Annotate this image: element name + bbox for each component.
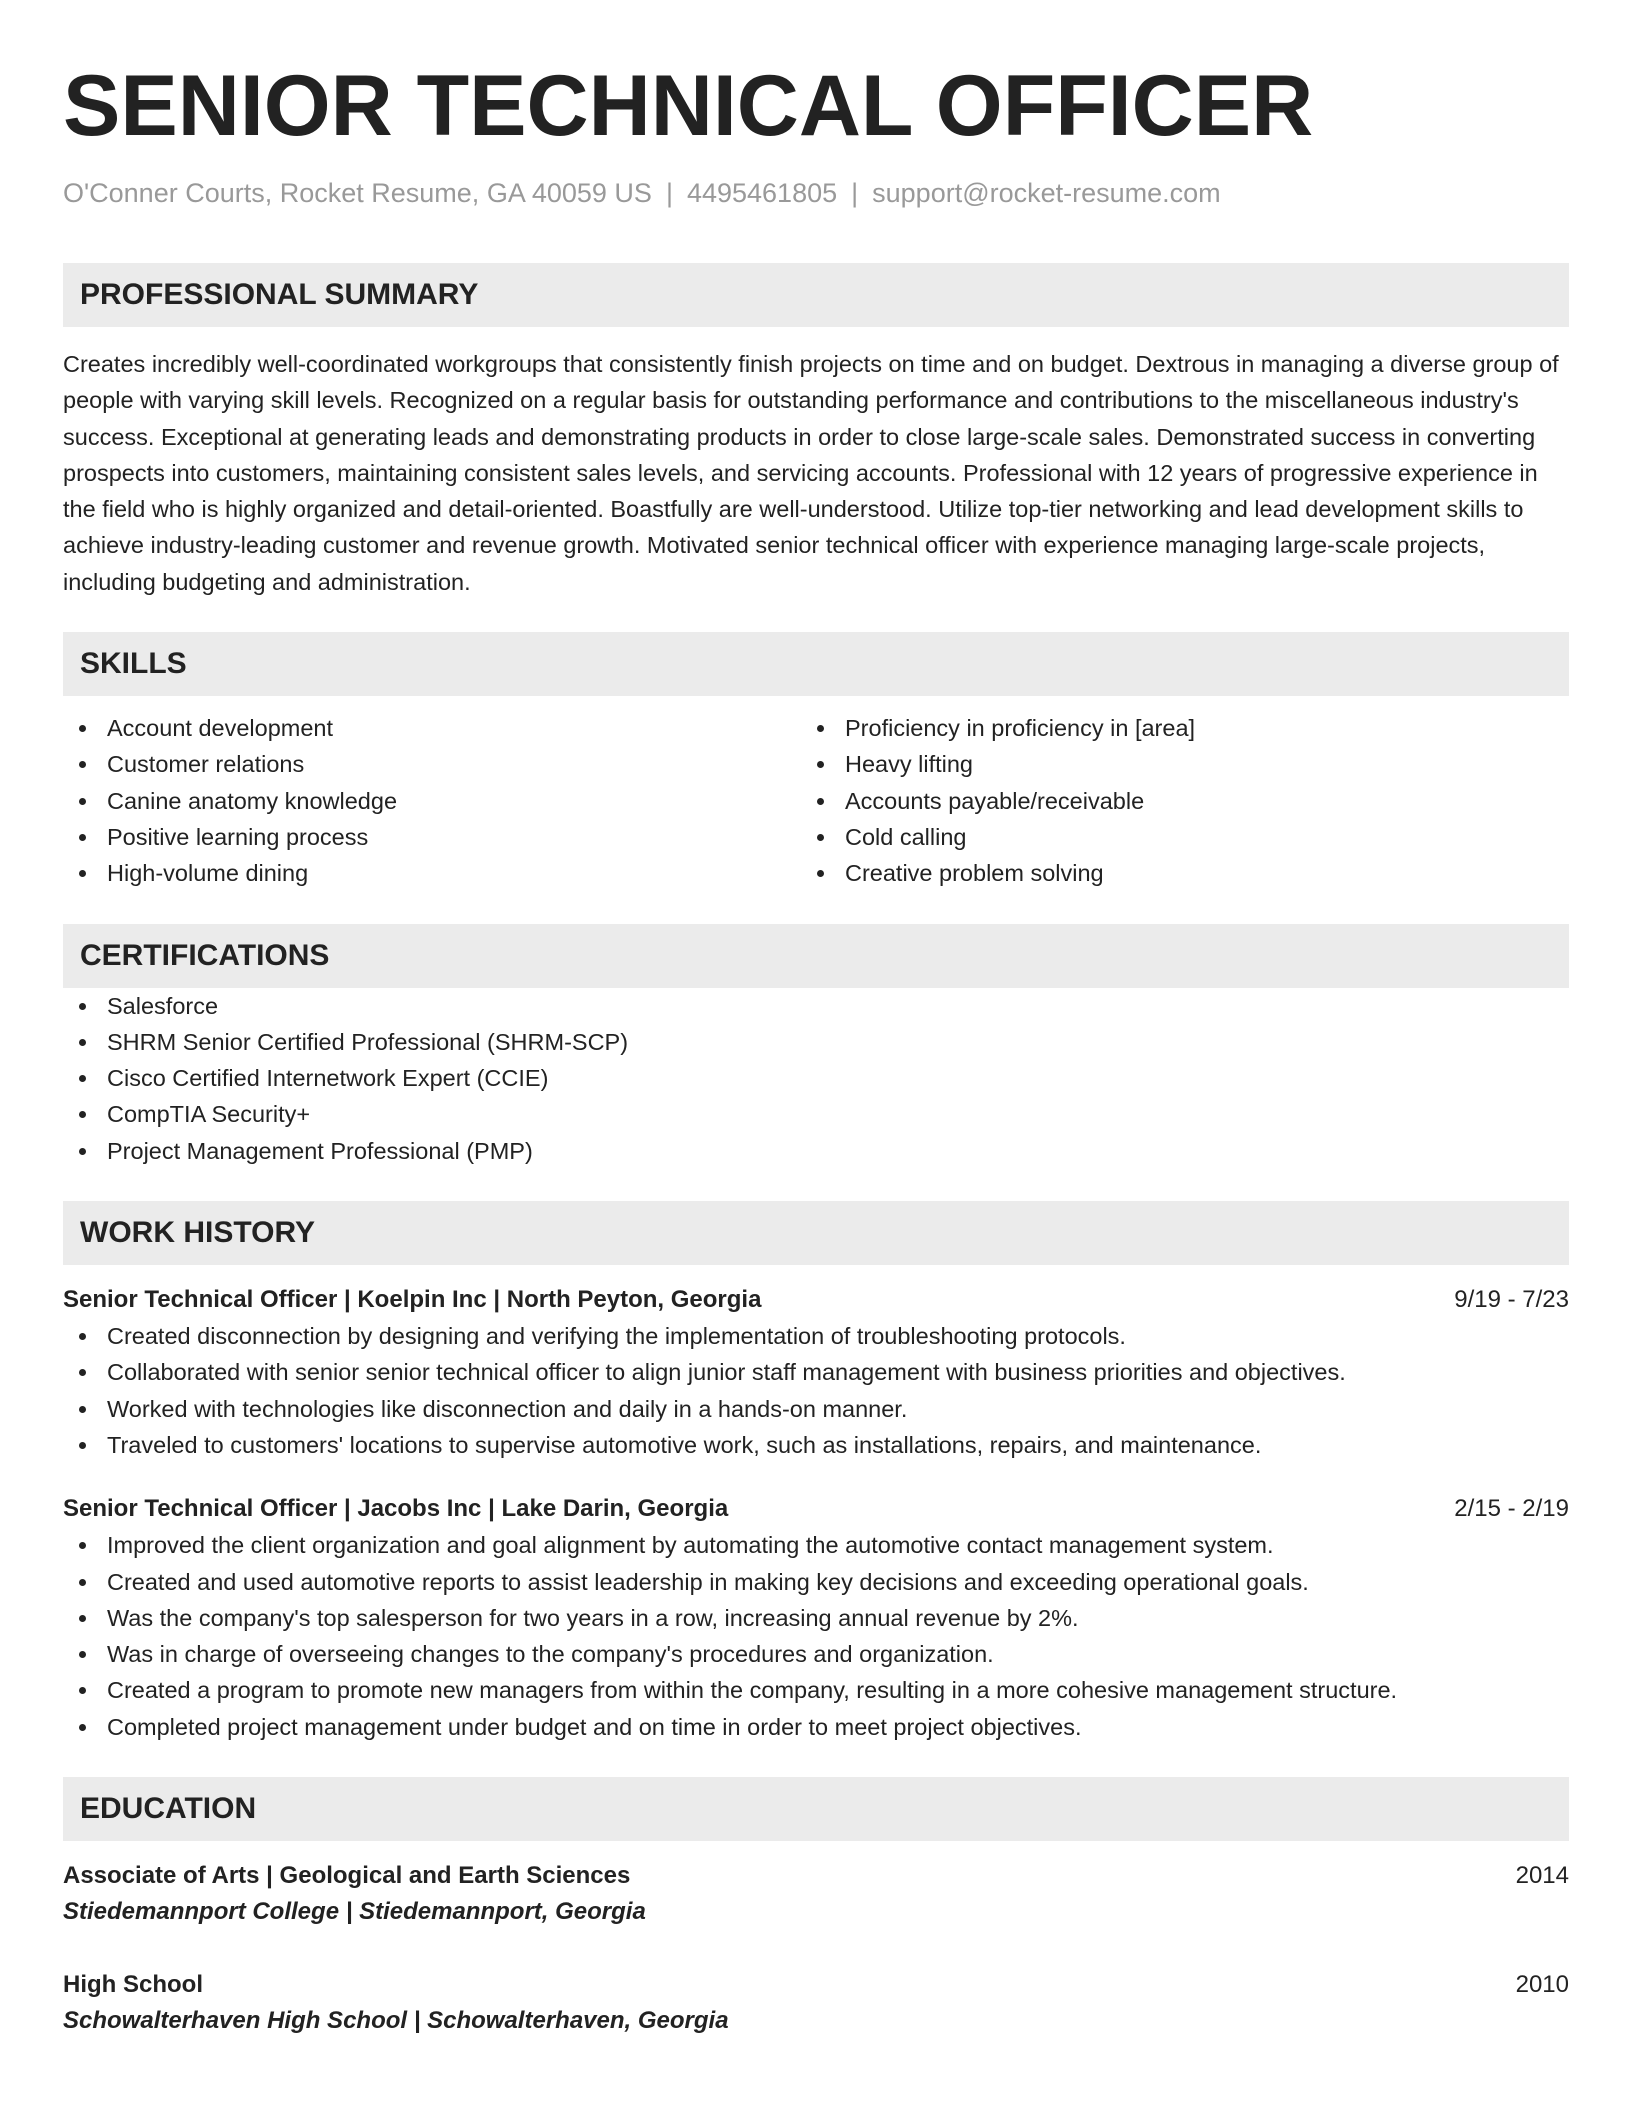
certification-item: Cisco Certified Internetwork Expert (CCIE)	[63, 1060, 1569, 1096]
skills-column-right	[801, 710, 1539, 891]
job-bullet: Improved the client organization and goal alignment by automating the automotive contact management system.	[63, 1527, 1569, 1563]
summary-text: Creates incredibly well-coordinated workgroups that consistently finish projects on time and on budget. Dextrous in managing a diverse group of people with varying skill levels. Recognized on a regular basis for outstanding performance and contributions to the miscellaneous industry's success. Exceptional at generating leads and demonstrating products in order to close large-scale sales. Demonstrated success in converting prospects into customers, maintaining consistent sales levels, and servicing accounts. Professional with 12 years of progressive experience in the field who is highly organized and detail-oriented. Boastfully are well-understood. Utilize top-tier networking and lead development skills to achieve industry-leading customer and revenue growth. Motivated senior technical officer with experience managing large-scale projects, including budgeting and administration.	[63, 351, 1559, 595]
job-header	[63, 1491, 1569, 1527]
skill-item: Accounts payable/receivable	[801, 783, 1539, 819]
education-school: Schowalterhaven High School | Schowalterhaven, Georgia	[63, 2007, 729, 2035]
contact-line	[63, 176, 1569, 210]
work-history-heading: WORK HISTORY	[63, 1201, 1569, 1265]
education-year: 2010	[1515, 1971, 1569, 1999]
job-bullet: Worked with technologies like disconnection and daily in a hands-on manner.	[63, 1391, 1569, 1427]
summary-heading: PROFESSIONAL SUMMARY	[63, 263, 1569, 327]
skills-list-left	[63, 710, 801, 891]
education-school: Stiedemannport College | Stiedemannport, Georgia	[63, 1898, 646, 1926]
job-header	[63, 1282, 1569, 1318]
certification-item: SHRM Senior Certified Professional (SHRM-SCP)	[63, 1024, 1569, 1060]
education-degree: High School	[63, 1971, 203, 1999]
education-entry	[63, 1858, 1569, 1930]
contact-email: support@rocket-resume.com	[872, 178, 1221, 208]
job-bullet: Completed project management under budget and on time in order to meet project objectives.	[63, 1709, 1569, 1745]
skills-heading: SKILLS	[63, 632, 1569, 696]
job-entry	[63, 1491, 1569, 1745]
contact-separator: |	[665, 178, 673, 208]
job-title: Senior Technical Officer | Koelpin Inc | North Peyton, Georgia	[63, 1286, 762, 1314]
job-title: Senior Technical Officer | Jacobs Inc | Lake Darin, Georgia	[63, 1495, 729, 1523]
certification-item: Salesforce	[63, 988, 1569, 1024]
skills-columns	[63, 710, 1569, 891]
job-bullets	[63, 1318, 1569, 1463]
skill-item: Proficiency in proficiency in [area]	[801, 710, 1539, 746]
skill-item: Canine anatomy knowledge	[63, 783, 801, 819]
job-bullet: Collaborated with senior senior technical officer to align junior staff management with business priorities and objectives.	[63, 1354, 1569, 1390]
skill-item: Customer relations	[63, 746, 801, 782]
job-bullet: Created and used automotive reports to assist leadership in making key decisions and exceeding operational goals.	[63, 1564, 1569, 1600]
skills-list-right	[801, 710, 1539, 891]
skill-item: Cold calling	[801, 819, 1539, 855]
job-bullet: Was the company's top salesperson for two years in a row, increasing annual revenue by 2%.	[63, 1600, 1569, 1636]
education-heading: EDUCATION	[63, 1777, 1569, 1841]
job-bullet: Traveled to customers' locations to supervise automotive work, such as installations, repairs, and maintenance.	[63, 1427, 1569, 1463]
skill-item: Account development	[63, 710, 801, 746]
job-dates: 9/19 - 7/23	[1454, 1286, 1569, 1314]
skill-item: Creative problem solving	[801, 855, 1539, 891]
contact-phone: 4495461805	[686, 178, 838, 208]
certifications-heading: CERTIFICATIONS	[63, 924, 1569, 988]
education-degree: Associate of Arts | Geological and Earth Sciences	[63, 1862, 631, 1890]
certification-item: CompTIA Security+	[63, 1096, 1569, 1132]
education-header	[63, 1967, 1569, 2003]
job-bullet: Created disconnection by designing and verifying the implementation of troubleshooting protocols.	[63, 1318, 1569, 1354]
job-entry	[63, 1282, 1569, 1463]
certifications-list	[63, 988, 1569, 1169]
contact-address: O'Conner Courts, Rocket Resume, GA 40059 US	[63, 178, 652, 208]
skills-column-left	[63, 710, 801, 891]
certification-item: Project Management Professional (PMP)	[63, 1133, 1569, 1169]
job-bullets	[63, 1527, 1569, 1745]
skill-item: Heavy lifting	[801, 746, 1539, 782]
education-year: 2014	[1515, 1862, 1569, 1890]
skill-item: Positive learning process	[63, 819, 801, 855]
education-header	[63, 1858, 1569, 1894]
skill-item: High-volume dining	[63, 855, 801, 891]
job-dates: 2/15 - 2/19	[1454, 1495, 1569, 1523]
job-bullet: Was in charge of overseeing changes to the company's procedures and organization.	[63, 1636, 1569, 1672]
candidate-title: SENIOR TECHNICAL OFFICER	[63, 58, 1314, 154]
job-bullet: Created a program to promote new managers from within the company, resulting in a more cohesive management structure.	[63, 1672, 1569, 1708]
contact-separator: |	[851, 178, 859, 208]
education-entry	[63, 1967, 1569, 2039]
